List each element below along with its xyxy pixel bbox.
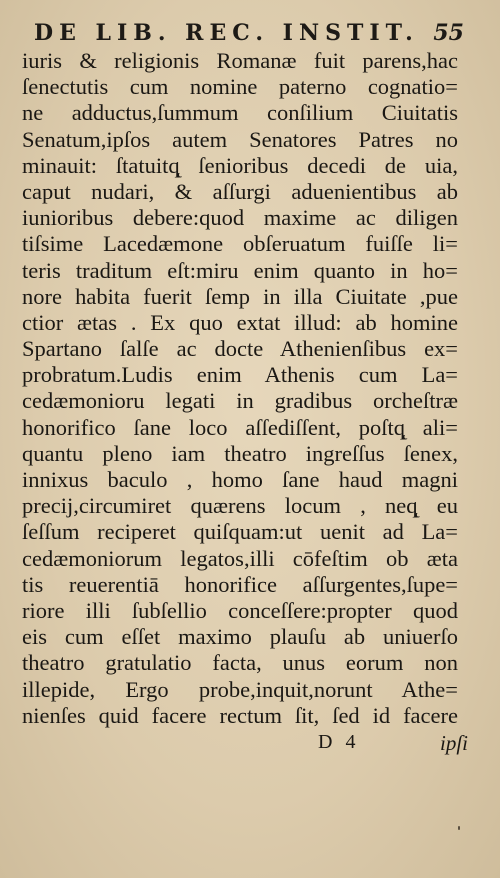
text-line: riore illi ſubſellio conceſſere:propter quod [22,597,458,623]
page-number: 55 [433,20,464,46]
page-header [34,20,464,48]
text-line: illepide, Ergo probe,inquit,norunt Athe= [22,676,458,702]
text-line: cedæmoniorum legatos,illi cōfeſtim ob æta [22,545,458,571]
body-text [22,48,458,729]
text-line: Spartano ſalſe ac docte Athenienſibus ex= [22,336,458,362]
page-footer [0,731,500,761]
text-line: Senatum,ipſos autem Senatores Patres no [22,126,458,152]
text-line: theatro gratulatio facta, unus eorum non [22,650,458,676]
text-line: ſeſſum reciperet quiſquam:ut uenit ad La= [22,519,458,545]
signature-mark: D 4 [318,731,360,753]
text-line: iuris & religionis Romanæ fuit parens,hac [22,48,458,73]
text-line: precij,circumiret quærens locum , neq̨ eu [22,493,458,519]
text-line: ſenectutis cum nomine paterno cognatio= [22,74,458,100]
text-line: teris traditum eſt:miru enim quanto in ho= [22,257,458,283]
text-line: eis cum eſſet maximo plauſu ab uniuerſo [22,624,458,650]
text-line: cedæmonioru legati in gradibus orcheſtræ [22,388,458,414]
ink-speck [458,826,460,830]
text-line: tiſsime Lacedæmone obſeruatum fuiſſe li= [22,231,458,257]
text-line: honorifico ſane loco aſſediſſent, poſtq̨ ali= [22,414,458,440]
text-line: ne adductus,ſummum conſilium Ciuitatis [22,100,458,126]
text-line: ctior ætas . Ex quo extat illud: ab homine [22,309,458,335]
text-line: tis reuerentiā honorifice aſſurgentes,ſupe= [22,571,458,597]
text-line: nore habita fuerit ſemp in illa Ciuitate ,pue [22,283,458,309]
text-line: iunioribus debere:quod maxime ac diligen [22,205,458,231]
text-line: minauit: ſtatuitq̨ ſenioribus decedi de uia, [22,152,458,178]
catchword: ipſi [440,731,469,755]
text-line: quantu pleno iam theatro ingreſſus ſenex, [22,440,458,466]
running-head: DE LIB. REC. INSTIT. [34,20,419,46]
text-line: nienſes quid facere rectum ſit, ſed id facere [22,702,458,728]
text-line: probratum.Ludis enim Athenis cum La= [22,362,458,388]
text-line: innixus baculo , homo ſane haud magni [22,467,458,492]
text-line: caput nudari, & aſſurgi aduenientibus ab [22,178,458,204]
